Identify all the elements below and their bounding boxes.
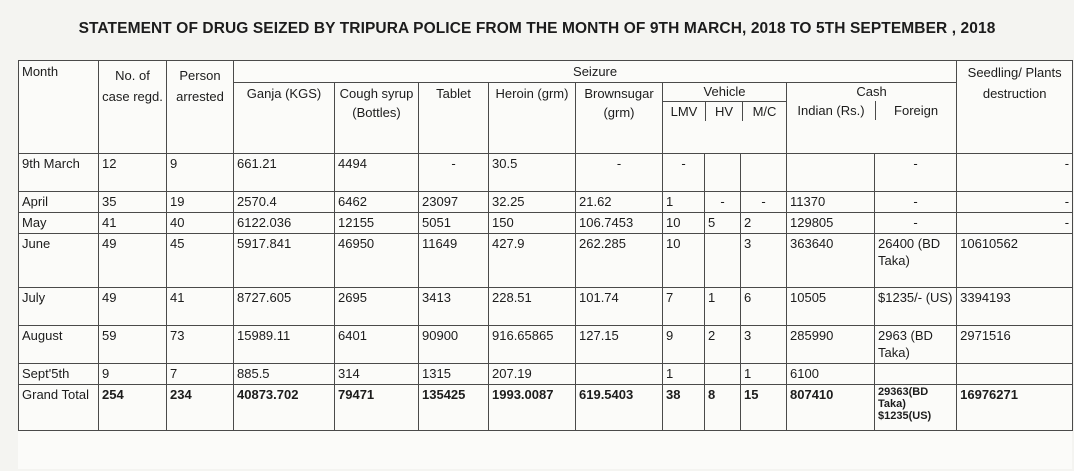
cell-heroin: 228.51 xyxy=(489,288,576,326)
header-vehicle-group xyxy=(663,83,787,154)
cell-foreign: - xyxy=(875,192,957,213)
cell-month: July xyxy=(19,288,99,326)
cell-foreign xyxy=(875,364,957,385)
cell-persons: 7 xyxy=(167,364,234,385)
cell-mc: 15 xyxy=(741,385,787,431)
cell-seedling: 10610562 xyxy=(957,234,1073,288)
cell-mc: 1 xyxy=(741,364,787,385)
header-vehicle: Vehicle xyxy=(663,83,786,102)
cell-lmv: 9 xyxy=(663,326,705,364)
cell-tablet: - xyxy=(419,154,489,192)
cell-cases: 59 xyxy=(99,326,167,364)
cell-cough: 4494 xyxy=(335,154,419,192)
cell-seedling: - xyxy=(957,192,1073,213)
cell-cases: 12 xyxy=(99,154,167,192)
table-row xyxy=(19,192,1073,213)
cell-cases: 35 xyxy=(99,192,167,213)
cell-lmv: 1 xyxy=(663,192,705,213)
cell-foreign: - xyxy=(875,213,957,234)
cell-tablet: 23097 xyxy=(419,192,489,213)
cell-cases: 49 xyxy=(99,234,167,288)
header-cash-group xyxy=(787,83,957,154)
cell-persons: 19 xyxy=(167,192,234,213)
cell-tablet: 135425 xyxy=(419,385,489,431)
cell-brownsugar: - xyxy=(576,154,663,192)
cell-cases: 254 xyxy=(99,385,167,431)
cell-heroin: 1993.0087 xyxy=(489,385,576,431)
cell-brownsugar: 262.285 xyxy=(576,234,663,288)
seizure-table-sheet xyxy=(18,60,1072,469)
cell-ganja: 2570.4 xyxy=(234,192,335,213)
cell-indian: 11370 xyxy=(787,192,875,213)
header-foreign: Foreign xyxy=(894,103,939,118)
cell-mc xyxy=(741,154,787,192)
cash-subheaders xyxy=(787,101,956,120)
header-lmv: LMV xyxy=(663,102,706,121)
cell-tablet: 90900 xyxy=(419,326,489,364)
cell-cough: 6401 xyxy=(335,326,419,364)
header-indian: Indian (Rs.) xyxy=(787,101,876,120)
table-row xyxy=(19,213,1073,234)
cell-cough: 6462 xyxy=(335,192,419,213)
cell-persons: 40 xyxy=(167,213,234,234)
header-mc: M/C xyxy=(752,104,777,119)
cell-brownsugar: 21.62 xyxy=(576,192,663,213)
table-row-grand-total xyxy=(19,385,1073,431)
cell-cough: 46950 xyxy=(335,234,419,288)
cell-foreign: - xyxy=(875,154,957,192)
cell-seedling: 16976271 xyxy=(957,385,1073,431)
cell-month: 9th March xyxy=(19,154,99,192)
cell-heroin: 916.65865 xyxy=(489,326,576,364)
cell-heroin: 30.5 xyxy=(489,154,576,192)
cell-month: Grand Total xyxy=(19,385,99,431)
cell-lmv: 1 xyxy=(663,364,705,385)
cell-cough: 79471 xyxy=(335,385,419,431)
cell-brownsugar xyxy=(576,364,663,385)
cell-indian: 363640 xyxy=(787,234,875,288)
cell-heroin: 150 xyxy=(489,213,576,234)
cell-hv: 5 xyxy=(705,213,741,234)
cell-cough: 12155 xyxy=(335,213,419,234)
cell-mc: - xyxy=(741,192,787,213)
header-month: Month xyxy=(19,61,99,154)
cell-foreign: $1235/- (US) xyxy=(875,288,957,326)
cell-ganja: 40873.702 xyxy=(234,385,335,431)
table-row xyxy=(19,154,1073,192)
seizure-table xyxy=(18,60,1073,431)
cell-ganja: 661.21 xyxy=(234,154,335,192)
cell-indian: 807410 xyxy=(787,385,875,431)
cell-persons: 45 xyxy=(167,234,234,288)
cell-heroin: 32.25 xyxy=(489,192,576,213)
cell-tablet: 11649 xyxy=(419,234,489,288)
table-body xyxy=(19,154,1073,431)
cell-seedling xyxy=(957,364,1073,385)
cell-ganja: 8727.605 xyxy=(234,288,335,326)
cell-brownsugar: 101.74 xyxy=(576,288,663,326)
cell-tablet: 1315 xyxy=(419,364,489,385)
cell-hv: 1 xyxy=(705,288,741,326)
cell-ganja: 5917.841 xyxy=(234,234,335,288)
cell-cases: 49 xyxy=(99,288,167,326)
cell-foreign: 2963 (BD Taka) xyxy=(875,326,957,364)
cell-mc: 2 xyxy=(741,213,787,234)
cell-tablet: 5051 xyxy=(419,213,489,234)
cell-seedling: 2971516 xyxy=(957,326,1073,364)
cell-month: August xyxy=(19,326,99,364)
cell-month: April xyxy=(19,192,99,213)
header-heroin: Heroin (grm) xyxy=(489,83,576,154)
cell-seedling: 3394193 xyxy=(957,288,1073,326)
cell-month: Sept'5th xyxy=(19,364,99,385)
cell-cough: 2695 xyxy=(335,288,419,326)
cell-mc: 3 xyxy=(741,234,787,288)
cell-hv: 8 xyxy=(705,385,741,431)
cell-lmv: - xyxy=(663,154,705,192)
cell-cough: 314 xyxy=(335,364,419,385)
cell-seedling: - xyxy=(957,213,1073,234)
header-persons: Person arrested xyxy=(167,61,234,154)
cell-persons: 9 xyxy=(167,154,234,192)
cell-brownsugar: 619.5403 xyxy=(576,385,663,431)
header-cash: Cash xyxy=(856,84,887,99)
table-row xyxy=(19,326,1073,364)
cell-cases: 41 xyxy=(99,213,167,234)
header-tablet: Tablet xyxy=(419,83,489,154)
cell-ganja: 6122.036 xyxy=(234,213,335,234)
cell-indian: 6100 xyxy=(787,364,875,385)
cell-foreign: 26400 (BD Taka) xyxy=(875,234,957,288)
cell-persons: 41 xyxy=(167,288,234,326)
header-brownsugar: Brownsugar (grm) xyxy=(576,83,663,154)
table-row xyxy=(19,234,1073,288)
cell-lmv: 7 xyxy=(663,288,705,326)
cell-lmv: 10 xyxy=(663,213,705,234)
cell-tablet: 3413 xyxy=(419,288,489,326)
cell-month: May xyxy=(19,213,99,234)
header-seedling: Seedling/ Plants destruction xyxy=(957,61,1073,154)
cell-indian: 129805 xyxy=(787,213,875,234)
cell-ganja: 15989.11 xyxy=(234,326,335,364)
cell-month: June xyxy=(19,234,99,288)
vehicle-subheaders xyxy=(663,102,786,121)
cell-brownsugar: 127.15 xyxy=(576,326,663,364)
header-cough-syrup: Cough syrup (Bottles) xyxy=(335,83,419,154)
header-cases: No. of case regd. xyxy=(99,61,167,154)
cell-persons: 73 xyxy=(167,326,234,364)
cell-hv: - xyxy=(705,192,741,213)
header-hv: HV xyxy=(706,102,743,121)
cell-indian: 285990 xyxy=(787,326,875,364)
cell-seedling: - xyxy=(957,154,1073,192)
cell-hv xyxy=(705,154,741,192)
table-row xyxy=(19,364,1073,385)
cell-hv xyxy=(705,364,741,385)
cell-cases: 9 xyxy=(99,364,167,385)
cell-brownsugar: 106.7453 xyxy=(576,213,663,234)
cell-mc: 3 xyxy=(741,326,787,364)
cell-hv: 2 xyxy=(705,326,741,364)
cell-persons: 234 xyxy=(167,385,234,431)
cell-heroin: 207.19 xyxy=(489,364,576,385)
cell-indian xyxy=(787,154,875,192)
cell-indian: 10505 xyxy=(787,288,875,326)
cell-foreign: 29363(BD Taka) $1235(US) xyxy=(875,385,957,431)
cell-lmv: 10 xyxy=(663,234,705,288)
cell-ganja: 885.5 xyxy=(234,364,335,385)
cell-lmv: 38 xyxy=(663,385,705,431)
table-row xyxy=(19,288,1073,326)
page-title: STATEMENT OF DRUG SEIZED BY TRIPURA POLICE FROM THE MONTH OF 9TH MARCH, 2018 TO 5TH SEPTEMBER , 2018 xyxy=(78,20,996,37)
header-seizure: Seizure xyxy=(234,61,957,83)
header-ganja: Ganja (KGS) xyxy=(234,83,335,154)
cell-heroin: 427.9 xyxy=(489,234,576,288)
cell-hv xyxy=(705,234,741,288)
cell-mc: 6 xyxy=(741,288,787,326)
